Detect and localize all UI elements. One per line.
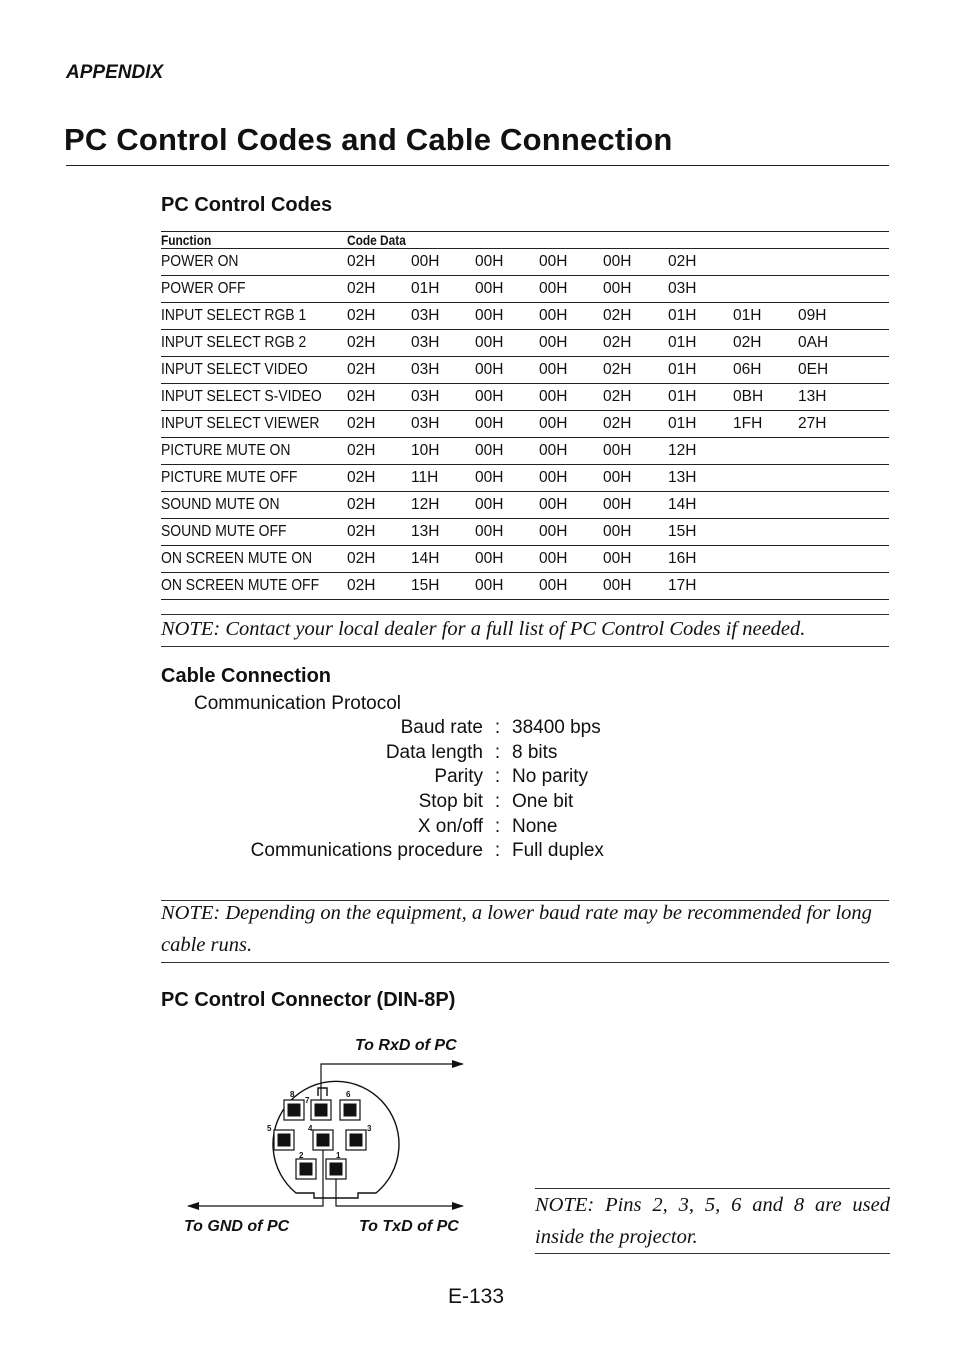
code-cell: 02H (347, 573, 411, 600)
cable-heading: Cable Connection (161, 665, 332, 687)
protocol-value: No parity (512, 766, 589, 788)
code-cell (798, 438, 889, 465)
function-cell: INPUT SELECT VIEWER (161, 411, 328, 438)
code-cell: 00H (603, 546, 668, 573)
code-cell: 12H (668, 438, 733, 465)
codes-heading: PC Control Codes (161, 194, 333, 216)
code-cell: 00H (475, 546, 539, 573)
code-cell: 02H (347, 330, 411, 357)
code-cell: 00H (475, 276, 539, 303)
function-cell: ON SCREEN MUTE ON (161, 546, 328, 573)
protocol-key: Data length (385, 741, 483, 763)
pin-label-8: 8 (290, 1090, 295, 1099)
code-cell: 02H (668, 249, 733, 276)
table-row (161, 519, 889, 546)
code-cell: 12H (411, 492, 475, 519)
code-cell: 11H (411, 465, 475, 492)
function-cell: ON SCREEN MUTE OFF (161, 573, 328, 600)
code-cell: 13H (798, 384, 889, 411)
code-cell (798, 546, 889, 573)
pin-6 (340, 1100, 360, 1120)
code-cell: 06H (733, 357, 798, 384)
code-cell: 00H (603, 519, 668, 546)
protocol-row (161, 839, 604, 864)
code-cell (798, 465, 889, 492)
code-cell: 02H (347, 384, 411, 411)
protocol-value: Full duplex (512, 840, 604, 862)
table-row (161, 465, 889, 492)
code-cell: 00H (475, 573, 539, 600)
function-cell: SOUND MUTE ON (161, 492, 328, 519)
code-cell: 00H (603, 276, 668, 303)
code-cell (798, 519, 889, 546)
label-txd: To TxD of PC (359, 1218, 459, 1235)
code-cell: 01H (668, 303, 733, 330)
protocol-separator: : (494, 840, 501, 862)
code-cell (733, 438, 798, 465)
pin-5 (274, 1130, 294, 1150)
code-cell: 00H (539, 519, 603, 546)
protocol-separator: : (494, 741, 501, 763)
col-header-code-data: Code Data (347, 232, 808, 249)
protocol-separator: : (494, 791, 501, 813)
pin-4 (313, 1130, 333, 1150)
code-cell: 00H (475, 303, 539, 330)
protocol-key: Stop bit (418, 791, 483, 813)
connector-heading: PC Control Connector (DIN-8P) (161, 989, 456, 1011)
code-cell: 09H (798, 303, 889, 330)
table-row (161, 438, 889, 465)
title-rule (66, 165, 889, 166)
code-cell: 0AH (798, 330, 889, 357)
code-cell (798, 492, 889, 519)
code-cell: 16H (668, 546, 733, 573)
code-cell: 00H (475, 465, 539, 492)
table-row (161, 384, 889, 411)
pin-label-4: 4 (308, 1124, 313, 1133)
code-cell: 02H (347, 546, 411, 573)
code-cell: 02H (347, 303, 411, 330)
code-cell: 00H (603, 249, 668, 276)
code-cell: 02H (347, 438, 411, 465)
code-cell: 01H (411, 276, 475, 303)
page-title: PC Control Codes and Cable Connection (64, 122, 673, 157)
section-label: APPENDIX (66, 62, 164, 83)
code-cell: 02H (603, 303, 668, 330)
code-cell: 00H (475, 411, 539, 438)
pins-note: NOTE: Pins 2, 3, 5, 6 and 8 are used inside the projector. (535, 1194, 890, 1248)
code-cell: 02H (603, 330, 668, 357)
code-cell: 00H (475, 249, 539, 276)
protocol-separator: : (494, 717, 501, 739)
table-row (161, 492, 889, 519)
code-cell: 00H (475, 357, 539, 384)
code-cell: 02H (603, 411, 668, 438)
code-cell: 1FH (733, 411, 798, 438)
code-cell: 00H (539, 411, 603, 438)
code-cell: 00H (539, 357, 603, 384)
function-cell: INPUT SELECT RGB 1 (161, 303, 328, 330)
code-cell: 01H (668, 411, 733, 438)
code-cell: 10H (411, 438, 475, 465)
codes-table (161, 231, 889, 600)
code-cell: 03H (411, 330, 475, 357)
table-row (161, 276, 889, 303)
code-cell (798, 573, 889, 600)
code-cell: 00H (475, 330, 539, 357)
code-cell: 03H (411, 384, 475, 411)
protocol-row (161, 716, 604, 741)
code-cell: 15H (668, 519, 733, 546)
pin-8 (284, 1100, 304, 1120)
code-cell: 01H (733, 303, 798, 330)
table-row (161, 357, 889, 384)
code-cell (798, 276, 889, 303)
code-cell: 0BH (733, 384, 798, 411)
code-cell: 03H (411, 303, 475, 330)
code-cell: 02H (603, 384, 668, 411)
code-cell: 00H (539, 573, 603, 600)
protocol-key: Baud rate (400, 717, 483, 739)
code-cell: 00H (539, 249, 603, 276)
function-cell: POWER OFF (161, 276, 328, 303)
protocol-value: One bit (512, 791, 574, 813)
label-gnd: To GND of PC (184, 1218, 290, 1235)
table-row (161, 303, 889, 330)
code-cell: 00H (475, 384, 539, 411)
code-cell (733, 573, 798, 600)
code-cell (733, 519, 798, 546)
code-cell: 02H (347, 249, 411, 276)
code-cell: 00H (603, 492, 668, 519)
function-cell: INPUT SELECT S-VIDEO (161, 384, 328, 411)
table-row (161, 330, 889, 357)
code-cell: 00H (539, 492, 603, 519)
table-row (161, 573, 889, 600)
code-cell: 17H (668, 573, 733, 600)
page-number: E-133 (448, 1285, 505, 1308)
code-cell: 00H (539, 276, 603, 303)
col-header-function: Function (161, 232, 319, 249)
cable-note-rule-bottom (161, 962, 889, 963)
protocol-row (161, 765, 604, 790)
code-cell (733, 492, 798, 519)
code-cell: 00H (539, 330, 603, 357)
code-cell: 02H (347, 276, 411, 303)
code-cell: 01H (668, 384, 733, 411)
function-cell: PICTURE MUTE OFF (161, 465, 328, 492)
pin-label-3: 3 (367, 1124, 372, 1133)
code-cell: 01H (668, 330, 733, 357)
protocol-separator: : (494, 766, 501, 788)
code-cell (733, 546, 798, 573)
code-cell: 02H (347, 357, 411, 384)
protocol-row (161, 814, 604, 839)
code-cell: 02H (347, 492, 411, 519)
table-header-row (161, 232, 889, 249)
protocol-separator: : (494, 815, 501, 837)
code-cell: 00H (603, 573, 668, 600)
function-cell: POWER ON (161, 249, 328, 276)
code-cell: 03H (668, 276, 733, 303)
code-cell: 00H (475, 492, 539, 519)
label-rxd: To RxD of PC (355, 1037, 457, 1054)
table-row (161, 249, 889, 276)
code-cell: 27H (798, 411, 889, 438)
code-cell: 02H (733, 330, 798, 357)
pin-3 (346, 1130, 366, 1150)
code-cell: 02H (347, 465, 411, 492)
code-cell: 13H (668, 465, 733, 492)
code-cell: 15H (411, 573, 475, 600)
code-cell: 00H (475, 438, 539, 465)
code-cell: 00H (539, 438, 603, 465)
pin-2 (296, 1159, 316, 1179)
code-cell: 00H (475, 519, 539, 546)
code-cell: 02H (347, 519, 411, 546)
pin-7 (311, 1100, 331, 1120)
code-cell: 0EH (798, 357, 889, 384)
code-cell: 00H (539, 303, 603, 330)
din-connector-diagram (180, 1030, 480, 1250)
code-cell: 14H (668, 492, 733, 519)
protocol-value: None (512, 815, 558, 837)
protocol-key: Parity (434, 766, 483, 788)
code-cell: 14H (411, 546, 475, 573)
protocol-row (161, 741, 604, 766)
code-cell: 00H (603, 438, 668, 465)
pin-label-7: 7 (305, 1096, 310, 1105)
protocol-key: X on/off (417, 815, 483, 837)
function-cell: PICTURE MUTE ON (161, 438, 328, 465)
protocol-label: Communication Protocol (194, 693, 401, 714)
code-cell: 02H (603, 357, 668, 384)
function-cell: SOUND MUTE OFF (161, 519, 328, 546)
code-cell: 00H (539, 465, 603, 492)
code-cell: 01H (668, 357, 733, 384)
protocol-value: 38400 bps (512, 717, 601, 739)
note-rule-bottom (161, 646, 889, 647)
code-cell: 00H (411, 249, 475, 276)
protocol-table (161, 716, 604, 864)
code-cell: 00H (603, 465, 668, 492)
code-cell: 13H (411, 519, 475, 546)
pin-label-5: 5 (267, 1124, 272, 1133)
code-cell (798, 249, 889, 276)
pins-note-rule-bottom (535, 1253, 890, 1254)
cable-note: NOTE: Depending on the equipment, a lower baud rate may be recommended for long cable runs. (161, 902, 872, 956)
code-cell: 03H (411, 411, 475, 438)
code-cell: 00H (539, 384, 603, 411)
function-cell: INPUT SELECT RGB 2 (161, 330, 328, 357)
code-cell: 00H (539, 546, 603, 573)
code-cell: 02H (347, 411, 411, 438)
protocol-row (161, 790, 604, 815)
table-row (161, 546, 889, 573)
table-row (161, 411, 889, 438)
code-cell (733, 249, 798, 276)
pin-label-1: 1 (336, 1151, 341, 1160)
protocol-value: 8 bits (512, 741, 558, 763)
codes-note: NOTE: Contact your local dealer for a full list of PC Control Codes if needed. (161, 618, 806, 640)
code-cell (733, 276, 798, 303)
code-cell: 03H (411, 357, 475, 384)
pin-1 (326, 1159, 346, 1179)
protocol-key: Communications procedure (250, 840, 483, 862)
code-cell (733, 465, 798, 492)
function-cell: INPUT SELECT VIDEO (161, 357, 328, 384)
pin-label-6: 6 (346, 1090, 351, 1099)
pin-label-2: 2 (299, 1151, 304, 1160)
